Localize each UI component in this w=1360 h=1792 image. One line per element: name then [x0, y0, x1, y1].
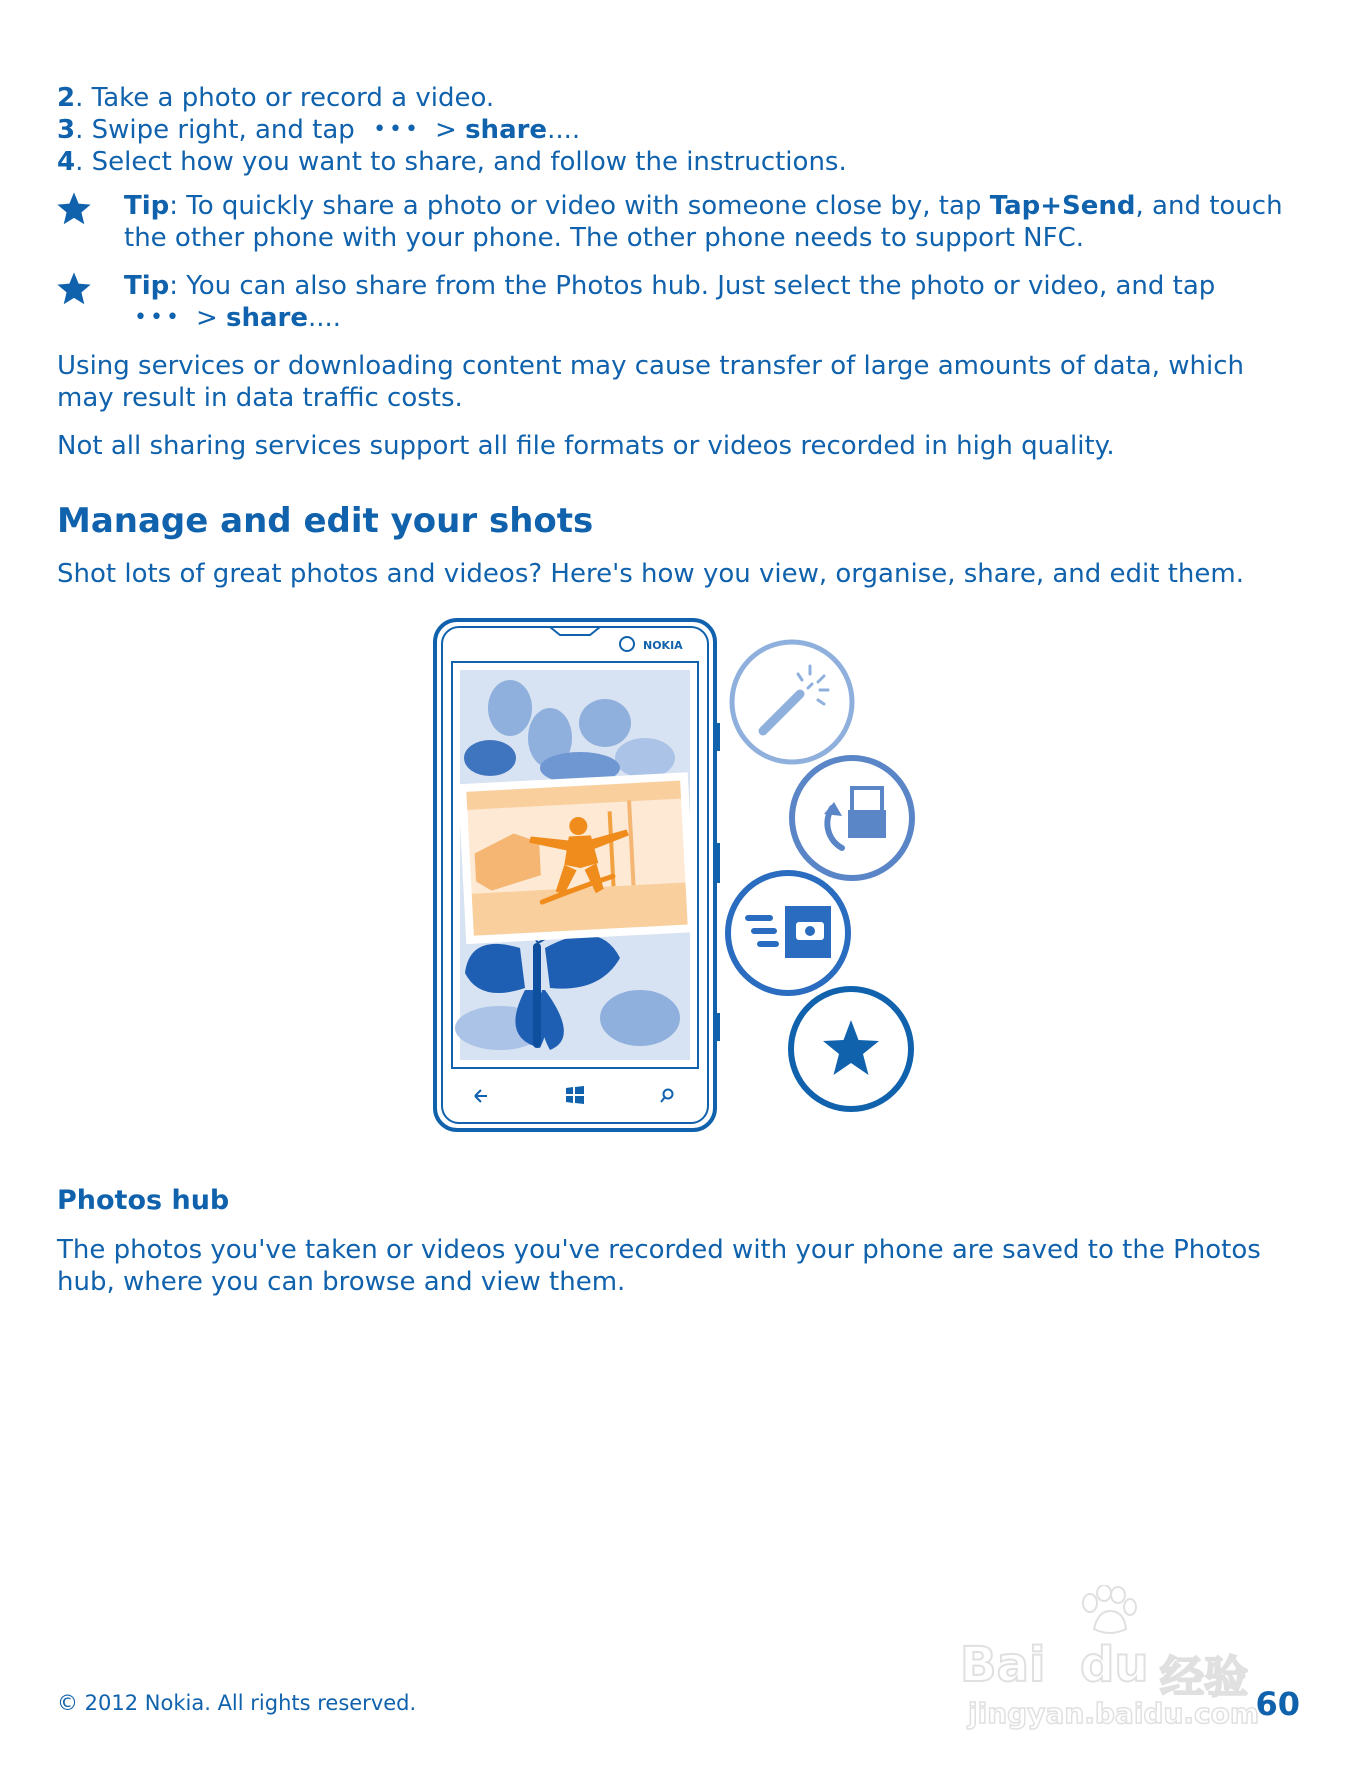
share-label: share: [226, 303, 308, 333]
skateboarder-photo: [458, 772, 696, 944]
format-note: Not all sharing services support all file formats or videos recorded in high quality.: [57, 431, 1115, 461]
step-text: . Take a photo or record a video.: [75, 83, 495, 113]
subsection-title: Photos hub: [57, 1185, 230, 1216]
baidu-watermark: [960, 1585, 1290, 1735]
share-photo-icon: [728, 873, 848, 993]
step-text: . Swipe right, and tap: [75, 115, 355, 145]
tip-label: Tip: [124, 271, 170, 301]
step-4: [57, 146, 847, 178]
star-icon: [55, 270, 93, 308]
step-3: [57, 114, 580, 146]
copyright: © 2012 Nokia. All rights reserved.: [57, 1691, 417, 1715]
ellipsis: ....: [308, 303, 342, 333]
step-text: . Select how you want to share, and follow the instructions.: [75, 147, 847, 177]
phone-brand-label: NOKIA: [643, 639, 683, 652]
watermark-chinese: 经验: [1160, 1652, 1248, 1703]
paw-icon: [1078, 1585, 1138, 1637]
ellipsis: ....: [547, 115, 581, 145]
subsection-text: The photos you've taken or videos you've recorded with your phone are saved to the Photos hub, where you can browse and view them.: [57, 1235, 1261, 1297]
share-label: share: [465, 115, 548, 145]
section-intro: Shot lots of great photos and videos? Here's how you view, organise, share, and edit them.: [57, 559, 1244, 589]
rotate-crop-icon: [792, 758, 912, 878]
tip-photos-hub: [124, 270, 1284, 334]
star-icon: [55, 190, 93, 228]
step-number: 4: [57, 147, 76, 177]
section-title: Manage and edit your shots: [57, 501, 594, 541]
tip-text: : You can also share from the Photos hub. Just select the photo or video, and tap: [169, 271, 1216, 301]
favorite-star-icon: [791, 989, 911, 1109]
page-number: 60: [1255, 1685, 1300, 1723]
arrow-separator: >: [435, 115, 457, 145]
phone: [435, 620, 720, 1130]
more-dots-icon: •••: [373, 117, 422, 142]
step-number: 3: [57, 115, 76, 145]
watermark-brand-du: du: [1080, 1637, 1149, 1693]
step-number: 2: [57, 83, 76, 113]
arrow-separator: >: [195, 303, 218, 333]
tap-send-label: Tap+Send: [989, 191, 1136, 221]
tip-text: , and touch the other phone with your phone. The other phone needs to support NFC.: [124, 191, 1283, 253]
watermark-brand: Bai: [960, 1637, 1046, 1693]
tip-text: : To quickly share a photo or video with someone close by, tap: [169, 191, 990, 221]
data-cost-note: Using services or downloading content may cause transfer of large amounts of data, which may result in data traffic costs.: [57, 351, 1244, 413]
step-2: [57, 82, 494, 114]
watermark-url: jingyan.baidu.com: [968, 1697, 1260, 1730]
tip-label: Tip: [124, 191, 170, 221]
more-dots-icon: •••: [134, 305, 182, 330]
tip-nfc: [124, 190, 1284, 254]
edit-magic-wand-icon: [732, 642, 852, 762]
phone-illustration: [430, 618, 930, 1133]
